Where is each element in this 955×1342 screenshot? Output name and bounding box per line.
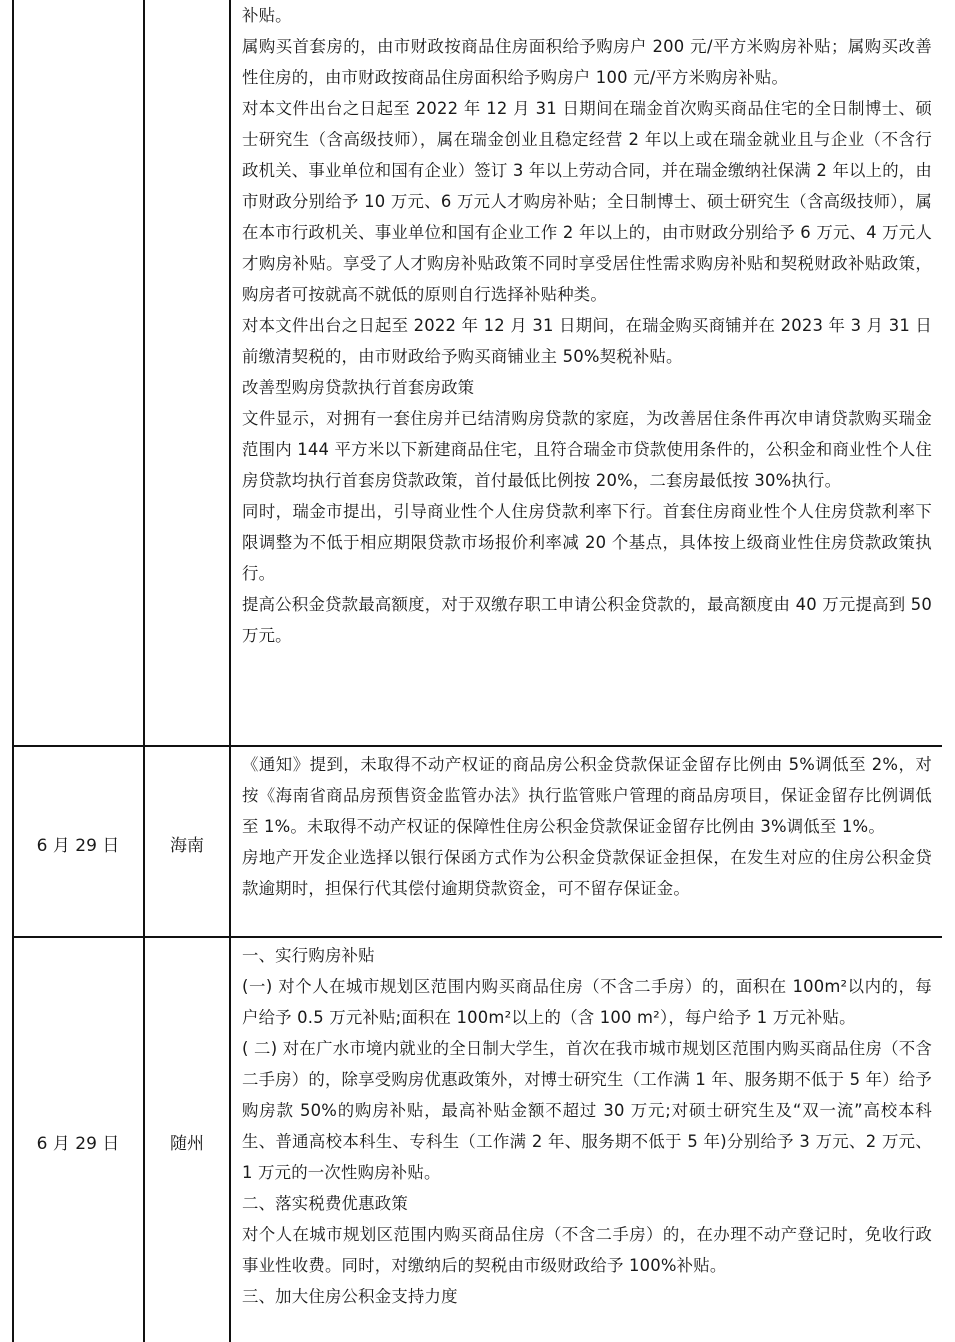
table-row-suizhou (0, 937, 955, 1342)
paragraph: ( 二) 对在广水市境内就业的全日制大学生，首次在我市城市规划区范围内购买商品住房（不含二手房）的，除享受购房优惠政策外，对博士研究生（工作满 1 年、服务期不低于 5 年）给予购房款 50%的购房补贴，最高补贴金额不超过 30 万元;对硕士研究生及“双一流”高校本科生、普通高校本科生、专科生（工作满 2 年、服务期不低于 5 年)分别给予 3 万元、2 万元、1 万元的一次性购房补贴。 (242, 1039, 932, 1182)
paragraph: 对个人在城市规划区范围内购买商品住房（不含二手房）的，在办理不动产登记时，免收行政事业性收费。同时，对缴纳后的契税由市级财政给予 100%补贴。 (242, 1225, 932, 1275)
paragraph: 文件显示，对拥有一套住房并已结清购房贷款的家庭，为改善居住条件再次申请贷款购买瑞金范围内 144 平方米以下新建商品住宅，且符合瑞金市贷款使用条件的，公积金和商业性个人住房贷款均执行首套房贷款政策，首付最低比例按 20%，二套房最低按 30%执行。 (242, 409, 932, 490)
paragraph: 对本文件出台之日起至 2022 年 12 月 31 日期间在瑞金首次购买商品住宅的全日制博士、硕士研究生（含高级技师），属在瑞金创业且稳定经营 2 年以上或在瑞金就业且与企业（不含行政机关、事业单位和国有企业）签订 3 年以上劳动合同，并在瑞金缴纳社保满 2 年以上的，由市财政分别给予 10 万元、6 万元人才购房补贴；全日制博士、硕士研究生（含高级技师），属在本市行政机关、事业单位和国有企业工作 2 年以上的，由市财政分别给予 6 万元、4 万元人才购房补贴。享受了人才购房补贴政策不同时享受居住性需求购房补贴和契税财政补贴政策，购房者可按就高不就低的原则自行选择补贴种类。 (242, 99, 932, 304)
paragraph: 同时，瑞金市提出，引导商业性个人住房贷款利率下行。首套住房商业性个人住房贷款利率下限调整为不低于相应期限贷款市场报价利率减 20 个基点，具体按上级商业性住房贷款政策执行。 (242, 502, 932, 583)
date-cell: 6 月 29 日 (36, 836, 120, 856)
paragraph: 《通知》提到，未取得不动产权证的商品房公积金贷款保证金留存比例由 5%调低至 2%，对按《海南省商品房预售资金监管办法》执行监管账户管理的商品房项目，保证金留存比例调低至 1%。未取得不动产权证的保障性住房公积金贷款保证金留存比例由 3%调低至 1%。 (242, 755, 932, 836)
paragraph: 三、加大住房公积金支持力度 (242, 1287, 458, 1306)
city-cell: 随州 (170, 1134, 204, 1154)
paragraph: 补贴。 (242, 6, 292, 25)
paragraph: 对本文件出台之日起至 2022 年 12 月 31 日期间，在瑞金购买商铺并在 2023 年 3 月 31 日前缴清契税的，由市财政给予购买商铺业主 50%契税补贴。 (242, 316, 932, 366)
date-cell: 6 月 29 日 (36, 1134, 120, 1154)
paragraph: 房地产开发企业选择以银行保函方式作为公积金贷款保证金担保，在发生对应的住房公积金贷款逾期时，担保行代其偿付逾期贷款资金，可不留存保证金。 (242, 848, 932, 898)
paragraph: 一、实行购房补贴 (242, 946, 375, 965)
paragraph: 提高公积金贷款最高额度，对于双缴存职工申请公积金贷款的，最高额度由 40 万元提高到 50 万元。 (242, 595, 932, 645)
row-content (242, 749, 932, 904)
city-cell: 海南 (170, 836, 204, 856)
paragraph: 属购买首套房的，由市财政按商品住房面积给予购房户 200 元/平方米购房补贴；属购买改善性住房的，由市财政按商品住房面积给予购房户 100 元/平方米购房补贴。 (242, 37, 932, 87)
paragraph: (一) 对个人在城市规划区范围内购买商品住房（不含二手房）的，面积在 100m²以内的，每户给予 0.5 万元补贴;面积在 100m²以上的（含 100 m²），每户给予 1 万元补贴。 (242, 977, 932, 1027)
row-content (242, 940, 932, 1312)
table-row-hainan (0, 746, 955, 936)
row-content (242, 0, 932, 651)
paragraph: 二、落实税费优惠政策 (242, 1194, 408, 1213)
paragraph: 改善型购房贷款执行首套房政策 (242, 378, 475, 397)
